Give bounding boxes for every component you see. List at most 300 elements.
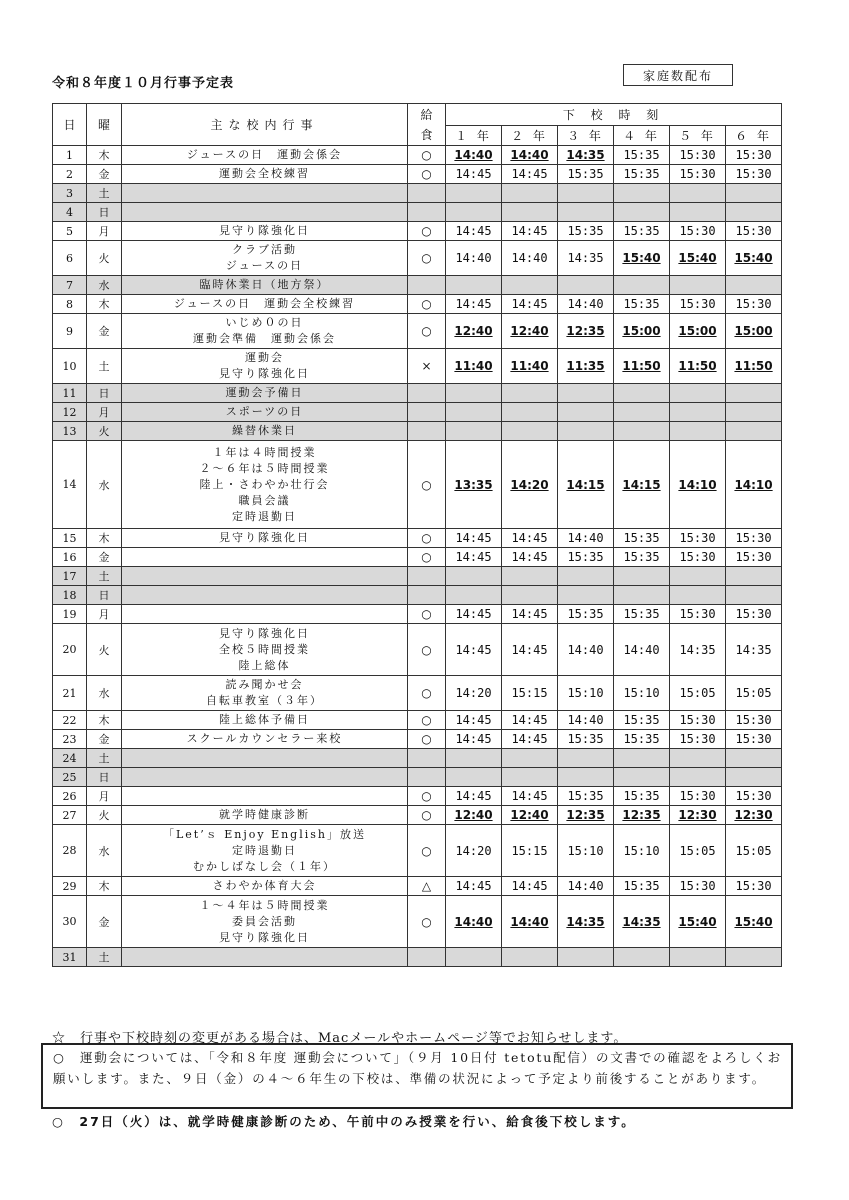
time-cell-year-5: 15:30 xyxy=(670,605,726,624)
lunch-cell xyxy=(408,403,446,422)
lunch-cell: ○ xyxy=(408,624,446,676)
events-cell: さわやか体育大会 xyxy=(122,877,408,896)
table-row xyxy=(53,825,782,877)
time-cell-year-4 xyxy=(614,768,670,787)
lunch-cell: ○ xyxy=(408,241,446,276)
time-cell-year-6: 15:30 xyxy=(726,165,782,184)
time-cell-year-2: 14:45 xyxy=(502,711,558,730)
time-cell-year-3: 15:35 xyxy=(558,605,614,624)
time-cell-year-6: 12:30 xyxy=(726,806,782,825)
day-cell: 18 xyxy=(53,586,87,605)
time-cell-year-1: 14:45 xyxy=(446,529,502,548)
time-cell-year-6: 15:30 xyxy=(726,730,782,749)
events-cell: １年は４時間授業 ２～６年は５時間授業 陸上・さわやか壮行会 職員会議 定時退勤日 xyxy=(122,441,408,529)
weekday-cell: 土 xyxy=(87,349,122,384)
table-row xyxy=(53,676,782,711)
time-cell-year-6: 15:30 xyxy=(726,711,782,730)
lunch-cell xyxy=(408,184,446,203)
lunch-cell: ○ xyxy=(408,787,446,806)
day-cell: 22 xyxy=(53,711,87,730)
time-cell-year-6 xyxy=(726,948,782,967)
table-row xyxy=(53,403,782,422)
time-cell-year-5: 14:10 xyxy=(670,441,726,529)
weekday-cell: 月 xyxy=(87,605,122,624)
weekday-cell: 土 xyxy=(87,567,122,586)
weekday-cell: 木 xyxy=(87,146,122,165)
day-cell: 2 xyxy=(53,165,87,184)
time-cell-year-3: 12:35 xyxy=(558,314,614,349)
events-cell: スクールカウンセラー来校 xyxy=(122,730,408,749)
time-cell-year-4: 15:35 xyxy=(614,730,670,749)
time-cell-year-4: 11:50 xyxy=(614,349,670,384)
weekday-cell: 木 xyxy=(87,529,122,548)
time-cell-year-5: 15:40 xyxy=(670,241,726,276)
table-row xyxy=(53,749,782,768)
time-cell-year-2: 14:45 xyxy=(502,165,558,184)
weekday-cell: 金 xyxy=(87,548,122,567)
lunch-cell xyxy=(408,203,446,222)
lunch-cell: ○ xyxy=(408,165,446,184)
weekday-cell: 金 xyxy=(87,896,122,948)
schedule-table xyxy=(52,103,782,967)
time-cell-year-5: 15:05 xyxy=(670,825,726,877)
day-cell: 31 xyxy=(53,948,87,967)
time-cell-year-6 xyxy=(726,384,782,403)
time-cell-year-6 xyxy=(726,567,782,586)
weekday-cell: 日 xyxy=(87,768,122,787)
time-cell-year-3: 15:35 xyxy=(558,730,614,749)
time-cell-year-6 xyxy=(726,768,782,787)
lunch-cell xyxy=(408,276,446,295)
time-cell-year-3: 14:35 xyxy=(558,896,614,948)
time-cell-year-3 xyxy=(558,567,614,586)
day-cell: 25 xyxy=(53,768,87,787)
day-cell: 4 xyxy=(53,203,87,222)
weekday-cell: 土 xyxy=(87,749,122,768)
weekday-cell: 金 xyxy=(87,730,122,749)
time-cell-year-2 xyxy=(502,586,558,605)
time-cell-year-3: 11:35 xyxy=(558,349,614,384)
time-cell-year-5: 15:30 xyxy=(670,146,726,165)
events-cell xyxy=(122,567,408,586)
table-row xyxy=(53,165,782,184)
events-cell xyxy=(122,184,408,203)
events-cell: 繰替休業日 xyxy=(122,422,408,441)
day-cell: 16 xyxy=(53,548,87,567)
time-cell-year-1 xyxy=(446,749,502,768)
lunch-cell: ○ xyxy=(408,548,446,567)
time-cell-year-1 xyxy=(446,184,502,203)
events-cell: 見守り隊強化日 全校５時間授業 陸上総体 xyxy=(122,624,408,676)
time-cell-year-1: 14:45 xyxy=(446,877,502,896)
table-row xyxy=(53,295,782,314)
weekday-cell: 木 xyxy=(87,877,122,896)
time-cell-year-4: 15:35 xyxy=(614,146,670,165)
time-cell-year-5 xyxy=(670,749,726,768)
time-cell-year-3: 14:35 xyxy=(558,146,614,165)
time-cell-year-1: 14:45 xyxy=(446,222,502,241)
events-cell: 「Let’ｓ Enjoy English」放送 定時退勤日 むかしばなし会（１年） xyxy=(122,825,408,877)
weekday-cell: 日 xyxy=(87,203,122,222)
day-cell: 30 xyxy=(53,896,87,948)
time-cell-year-3 xyxy=(558,586,614,605)
time-cell-year-5: 15:40 xyxy=(670,896,726,948)
time-cell-year-2: 11:40 xyxy=(502,349,558,384)
time-cell-year-3: 14:15 xyxy=(558,441,614,529)
day-cell: 21 xyxy=(53,676,87,711)
header-day: 日 xyxy=(53,104,87,146)
lunch-cell: ○ xyxy=(408,529,446,548)
time-cell-year-5: 15:00 xyxy=(670,314,726,349)
time-cell-year-5: 11:50 xyxy=(670,349,726,384)
time-cell-year-1: 14:45 xyxy=(446,787,502,806)
time-cell-year-2: 14:45 xyxy=(502,787,558,806)
lunch-cell: ○ xyxy=(408,295,446,314)
lunch-cell: ○ xyxy=(408,676,446,711)
day-cell: 24 xyxy=(53,749,87,768)
table-row xyxy=(53,203,782,222)
day-cell: 5 xyxy=(53,222,87,241)
time-cell-year-2 xyxy=(502,384,558,403)
lunch-cell xyxy=(408,567,446,586)
time-cell-year-3: 14:40 xyxy=(558,624,614,676)
time-cell-year-5: 15:30 xyxy=(670,165,726,184)
time-cell-year-3 xyxy=(558,422,614,441)
note-sports-day-box: ○ 運動会については、「令和８年度 運動会について」（９月 10日付 tetotu配信）の文書での確認をよろしくお願いします。また、９日（金）の４～６年生の下校は、準備の状況によって予定より前後することがあります。 xyxy=(41,1043,793,1109)
time-cell-year-6 xyxy=(726,422,782,441)
events-cell: いじめ０の日 運動会準備 運動会係会 xyxy=(122,314,408,349)
time-cell-year-6: 15:30 xyxy=(726,222,782,241)
day-cell: 11 xyxy=(53,384,87,403)
day-cell: 13 xyxy=(53,422,87,441)
day-cell: 27 xyxy=(53,806,87,825)
lunch-cell: ○ xyxy=(408,730,446,749)
time-cell-year-3: 14:40 xyxy=(558,529,614,548)
time-cell-year-3 xyxy=(558,384,614,403)
weekday-cell: 月 xyxy=(87,222,122,241)
header-lunch: 給 食 xyxy=(408,104,446,146)
time-cell-year-2: 14:45 xyxy=(502,605,558,624)
time-cell-year-4: 15:35 xyxy=(614,605,670,624)
time-cell-year-1: 14:40 xyxy=(446,146,502,165)
time-cell-year-6 xyxy=(726,403,782,422)
time-cell-year-5 xyxy=(670,586,726,605)
time-cell-year-2 xyxy=(502,567,558,586)
weekday-cell: 月 xyxy=(87,787,122,806)
time-cell-year-2: 14:45 xyxy=(502,624,558,676)
day-cell: 15 xyxy=(53,529,87,548)
time-cell-year-4 xyxy=(614,586,670,605)
time-cell-year-3: 15:35 xyxy=(558,548,614,567)
time-cell-year-6: 15:30 xyxy=(726,877,782,896)
lunch-cell: ○ xyxy=(408,222,446,241)
header-year-6: ６ 年 xyxy=(726,126,782,146)
time-cell-year-1: 14:20 xyxy=(446,676,502,711)
time-cell-year-6 xyxy=(726,276,782,295)
weekday-cell: 火 xyxy=(87,624,122,676)
time-cell-year-4: 12:35 xyxy=(614,806,670,825)
events-cell: 運動会 見守り隊強化日 xyxy=(122,349,408,384)
time-cell-year-1: 14:45 xyxy=(446,605,502,624)
time-cell-year-1: 12:40 xyxy=(446,314,502,349)
time-cell-year-2: 14:45 xyxy=(502,529,558,548)
weekday-cell: 火 xyxy=(87,422,122,441)
table-row xyxy=(53,529,782,548)
time-cell-year-4 xyxy=(614,203,670,222)
time-cell-year-2 xyxy=(502,422,558,441)
time-cell-year-1: 14:45 xyxy=(446,624,502,676)
events-cell xyxy=(122,749,408,768)
day-cell: 7 xyxy=(53,276,87,295)
time-cell-year-3 xyxy=(558,276,614,295)
time-cell-year-3 xyxy=(558,768,614,787)
time-cell-year-2: 14:40 xyxy=(502,896,558,948)
time-cell-year-5: 15:30 xyxy=(670,222,726,241)
table-row xyxy=(53,548,782,567)
day-cell: 1 xyxy=(53,146,87,165)
table-row xyxy=(53,787,782,806)
lunch-cell: ○ xyxy=(408,825,446,877)
time-cell-year-6: 15:30 xyxy=(726,605,782,624)
day-cell: 29 xyxy=(53,877,87,896)
time-cell-year-4: 14:35 xyxy=(614,896,670,948)
time-cell-year-4: 15:35 xyxy=(614,295,670,314)
lunch-cell: ○ xyxy=(408,441,446,529)
time-cell-year-6: 15:40 xyxy=(726,896,782,948)
events-cell: １～４年は５時間授業 委員会活動 見守り隊強化日 xyxy=(122,896,408,948)
table-row xyxy=(53,948,782,967)
time-cell-year-6: 14:35 xyxy=(726,624,782,676)
day-cell: 6 xyxy=(53,241,87,276)
time-cell-year-4: 14:15 xyxy=(614,441,670,529)
lunch-cell: ○ xyxy=(408,711,446,730)
time-cell-year-6: 14:10 xyxy=(726,441,782,529)
time-cell-year-1 xyxy=(446,203,502,222)
day-cell: 19 xyxy=(53,605,87,624)
time-cell-year-4 xyxy=(614,422,670,441)
weekday-cell: 月 xyxy=(87,403,122,422)
time-cell-year-4: 15:35 xyxy=(614,222,670,241)
time-cell-year-3: 15:35 xyxy=(558,222,614,241)
events-cell: 見守り隊強化日 xyxy=(122,529,408,548)
weekday-cell: 金 xyxy=(87,314,122,349)
lunch-cell: △ xyxy=(408,877,446,896)
table-row xyxy=(53,896,782,948)
header-year-4: ４ 年 xyxy=(614,126,670,146)
table-row xyxy=(53,349,782,384)
table-row xyxy=(53,441,782,529)
weekday-cell: 金 xyxy=(87,165,122,184)
day-cell: 23 xyxy=(53,730,87,749)
weekday-cell: 火 xyxy=(87,806,122,825)
distribution-tag: 家庭数配布 xyxy=(623,64,733,86)
lunch-cell: ○ xyxy=(408,146,446,165)
note-changes: ☆ 行事や下校時刻の変更がある場合は、Macメールやホームページ等でお知らせします。 xyxy=(52,1031,628,1046)
lunch-cell xyxy=(408,749,446,768)
table-row xyxy=(53,276,782,295)
time-cell-year-1: 14:40 xyxy=(446,896,502,948)
time-cell-year-4: 15:35 xyxy=(614,165,670,184)
time-cell-year-3: 14:40 xyxy=(558,295,614,314)
day-cell: 3 xyxy=(53,184,87,203)
events-cell xyxy=(122,605,408,624)
time-cell-year-1: 12:40 xyxy=(446,806,502,825)
table-row xyxy=(53,384,782,403)
day-cell: 10 xyxy=(53,349,87,384)
time-cell-year-1 xyxy=(446,403,502,422)
time-cell-year-5: 15:30 xyxy=(670,787,726,806)
time-cell-year-3: 14:40 xyxy=(558,877,614,896)
lunch-cell xyxy=(408,422,446,441)
table-row xyxy=(53,605,782,624)
table-row xyxy=(53,730,782,749)
time-cell-year-3 xyxy=(558,948,614,967)
time-cell-year-1 xyxy=(446,567,502,586)
time-cell-year-2: 14:45 xyxy=(502,222,558,241)
time-cell-year-1 xyxy=(446,768,502,787)
lunch-cell: ○ xyxy=(408,806,446,825)
time-cell-year-6 xyxy=(726,203,782,222)
time-cell-year-2: 14:40 xyxy=(502,241,558,276)
day-cell: 26 xyxy=(53,787,87,806)
time-cell-year-4: 15:00 xyxy=(614,314,670,349)
time-cell-year-5 xyxy=(670,276,726,295)
time-cell-year-6 xyxy=(726,749,782,768)
header-year-3: ３ 年 xyxy=(558,126,614,146)
time-cell-year-4: 15:35 xyxy=(614,711,670,730)
time-cell-year-6: 15:30 xyxy=(726,787,782,806)
time-cell-year-1: 14:45 xyxy=(446,711,502,730)
time-cell-year-4 xyxy=(614,384,670,403)
events-cell: スポーツの日 xyxy=(122,403,408,422)
header-events: 主な校内行事 xyxy=(122,104,408,146)
header-dismissal-time: 下 校 時 刻 xyxy=(446,104,782,126)
time-cell-year-6 xyxy=(726,586,782,605)
time-cell-year-2 xyxy=(502,184,558,203)
time-cell-year-5 xyxy=(670,768,726,787)
time-cell-year-4 xyxy=(614,184,670,203)
header-year-1: １ 年 xyxy=(446,126,502,146)
time-cell-year-5: 15:30 xyxy=(670,529,726,548)
table-row xyxy=(53,222,782,241)
time-cell-year-4 xyxy=(614,948,670,967)
time-cell-year-5 xyxy=(670,384,726,403)
table-row xyxy=(53,624,782,676)
time-cell-year-5 xyxy=(670,403,726,422)
time-cell-year-2: 14:45 xyxy=(502,548,558,567)
events-cell xyxy=(122,787,408,806)
events-cell: 読み聞かせ会 自転車教室（３年） xyxy=(122,676,408,711)
time-cell-year-5: 15:30 xyxy=(670,711,726,730)
time-cell-year-5 xyxy=(670,948,726,967)
time-cell-year-6: 15:05 xyxy=(726,676,782,711)
day-cell: 12 xyxy=(53,403,87,422)
time-cell-year-6: 15:30 xyxy=(726,529,782,548)
time-cell-year-1: 14:45 xyxy=(446,730,502,749)
time-cell-year-4 xyxy=(614,749,670,768)
time-cell-year-4: 14:40 xyxy=(614,624,670,676)
time-cell-year-6: 15:30 xyxy=(726,146,782,165)
time-cell-year-4: 15:35 xyxy=(614,529,670,548)
time-cell-year-1: 13:35 xyxy=(446,441,502,529)
time-cell-year-2: 14:20 xyxy=(502,441,558,529)
events-cell: 陸上総体予備日 xyxy=(122,711,408,730)
time-cell-year-2 xyxy=(502,768,558,787)
time-cell-year-1: 14:20 xyxy=(446,825,502,877)
time-cell-year-1 xyxy=(446,948,502,967)
time-cell-year-3: 14:40 xyxy=(558,711,614,730)
lunch-cell xyxy=(408,586,446,605)
time-cell-year-2 xyxy=(502,403,558,422)
time-cell-year-5: 15:30 xyxy=(670,295,726,314)
events-cell xyxy=(122,768,408,787)
weekday-cell: 水 xyxy=(87,441,122,529)
time-cell-year-6: 15:00 xyxy=(726,314,782,349)
table-row xyxy=(53,806,782,825)
events-cell: 就学時健康診断 xyxy=(122,806,408,825)
time-cell-year-3 xyxy=(558,184,614,203)
time-cell-year-4 xyxy=(614,276,670,295)
weekday-cell: 日 xyxy=(87,586,122,605)
time-cell-year-4: 15:40 xyxy=(614,241,670,276)
time-cell-year-1: 14:40 xyxy=(446,241,502,276)
lunch-cell xyxy=(408,384,446,403)
day-cell: 17 xyxy=(53,567,87,586)
time-cell-year-4 xyxy=(614,403,670,422)
table-row xyxy=(53,711,782,730)
time-cell-year-6: 15:40 xyxy=(726,241,782,276)
header-year-5: ５ 年 xyxy=(670,126,726,146)
time-cell-year-3: 12:35 xyxy=(558,806,614,825)
time-cell-year-2 xyxy=(502,203,558,222)
table-row xyxy=(53,422,782,441)
time-cell-year-4: 15:35 xyxy=(614,787,670,806)
lunch-cell: ○ xyxy=(408,896,446,948)
header-dow: 曜 xyxy=(87,104,122,146)
events-cell: 見守り隊強化日 xyxy=(122,222,408,241)
weekday-cell: 水 xyxy=(87,825,122,877)
time-cell-year-5: 12:30 xyxy=(670,806,726,825)
time-cell-year-1: 14:45 xyxy=(446,295,502,314)
note-health-check: ○ 27日（火）は、就学時健康診断のため、午前中のみ授業を行い、給食後下校します。 xyxy=(52,1114,636,1129)
time-cell-year-4: 15:10 xyxy=(614,825,670,877)
lunch-cell: ○ xyxy=(408,605,446,624)
table-row xyxy=(53,314,782,349)
time-cell-year-5: 14:35 xyxy=(670,624,726,676)
time-cell-year-3 xyxy=(558,203,614,222)
events-cell: クラブ活動 ジュースの日 xyxy=(122,241,408,276)
time-cell-year-1 xyxy=(446,422,502,441)
time-cell-year-5 xyxy=(670,422,726,441)
events-cell: 運動会予備日 xyxy=(122,384,408,403)
table-row xyxy=(53,768,782,787)
time-cell-year-2 xyxy=(502,749,558,768)
weekday-cell: 土 xyxy=(87,184,122,203)
weekday-cell: 日 xyxy=(87,384,122,403)
weekday-cell: 木 xyxy=(87,295,122,314)
time-cell-year-5: 15:05 xyxy=(670,676,726,711)
time-cell-year-3 xyxy=(558,403,614,422)
events-cell xyxy=(122,548,408,567)
time-cell-year-6: 15:05 xyxy=(726,825,782,877)
header-year-2: ２ 年 xyxy=(502,126,558,146)
table-row xyxy=(53,586,782,605)
time-cell-year-4: 15:35 xyxy=(614,548,670,567)
time-cell-year-1 xyxy=(446,276,502,295)
time-cell-year-2: 15:15 xyxy=(502,676,558,711)
weekday-cell: 水 xyxy=(87,676,122,711)
events-cell: 臨時休業日（地方祭） xyxy=(122,276,408,295)
